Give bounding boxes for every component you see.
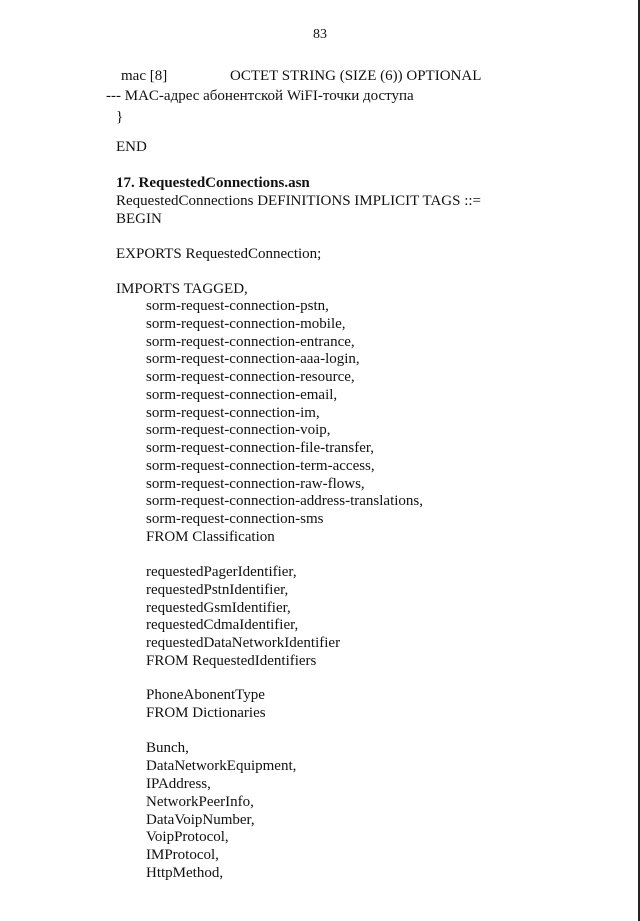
mac-field-name: mac [8] xyxy=(121,68,168,84)
imports-line: IMPORTS TAGGED, xyxy=(116,281,248,297)
import-item: sorm-request-connection-resource, xyxy=(146,369,355,385)
end-keyword: END xyxy=(116,139,147,155)
import-item: sorm-request-connection-raw-flows, xyxy=(146,476,365,492)
import-item: VoipProtocol, xyxy=(146,829,229,845)
import-item: sorm-request-connection-sms xyxy=(146,511,324,527)
exports-line: EXPORTS RequestedConnection; xyxy=(116,246,322,262)
mac-field-comment: --- MAC-адрес абонентской WiFI-точки доступа xyxy=(106,88,414,104)
mac-field-type: OCTET STRING (SIZE (6)) OPTIONAL xyxy=(230,68,482,84)
import-item: requestedGsmIdentifier, xyxy=(146,600,291,616)
import-item: requestedCdmaIdentifier, xyxy=(146,617,299,633)
import-item: DataNetworkEquipment, xyxy=(146,758,297,774)
import-item: sorm-request-connection-aaa-login, xyxy=(146,351,360,367)
import-item: sorm-request-connection-entrance, xyxy=(146,334,355,350)
page-number: 83 xyxy=(313,27,327,42)
import-item: sorm-request-connection-voip, xyxy=(146,422,331,438)
import-item: sorm-request-connection-file-transfer, xyxy=(146,440,375,456)
begin-keyword: BEGIN xyxy=(116,211,162,227)
import-from: FROM Classification xyxy=(146,529,275,545)
import-item: sorm-request-connection-term-access, xyxy=(146,458,375,474)
definitions-line: RequestedConnections DEFINITIONS IMPLICIT TAGS ::= xyxy=(116,193,482,209)
import-item: sorm-request-connection-email, xyxy=(146,387,338,403)
import-item: HttpMethod, xyxy=(146,865,224,881)
import-item: sorm-request-connection-im, xyxy=(146,405,320,421)
import-item: sorm-request-connection-address-translations, xyxy=(146,493,423,509)
import-item: sorm-request-connection-mobile, xyxy=(146,316,346,332)
import-item: PhoneAbonentType xyxy=(146,687,265,703)
import-item: requestedPagerIdentifier, xyxy=(146,564,297,580)
import-from: FROM RequestedIdentifiers xyxy=(146,653,317,669)
import-item: Bunch, xyxy=(146,740,189,756)
import-item: requestedDataNetworkIdentifier xyxy=(146,635,341,651)
import-item: IMProtocol, xyxy=(146,847,219,863)
section-heading: 17. RequestedConnections.asn xyxy=(116,175,310,191)
import-item: IPAddress, xyxy=(146,776,211,792)
close-brace: } xyxy=(116,109,124,125)
import-item: sorm-request-connection-pstn, xyxy=(146,298,329,314)
import-item: NetworkPeerInfo, xyxy=(146,794,254,810)
import-from: FROM Dictionaries xyxy=(146,705,266,721)
import-item: requestedPstnIdentifier, xyxy=(146,582,289,598)
import-item: DataVoipNumber, xyxy=(146,812,255,828)
